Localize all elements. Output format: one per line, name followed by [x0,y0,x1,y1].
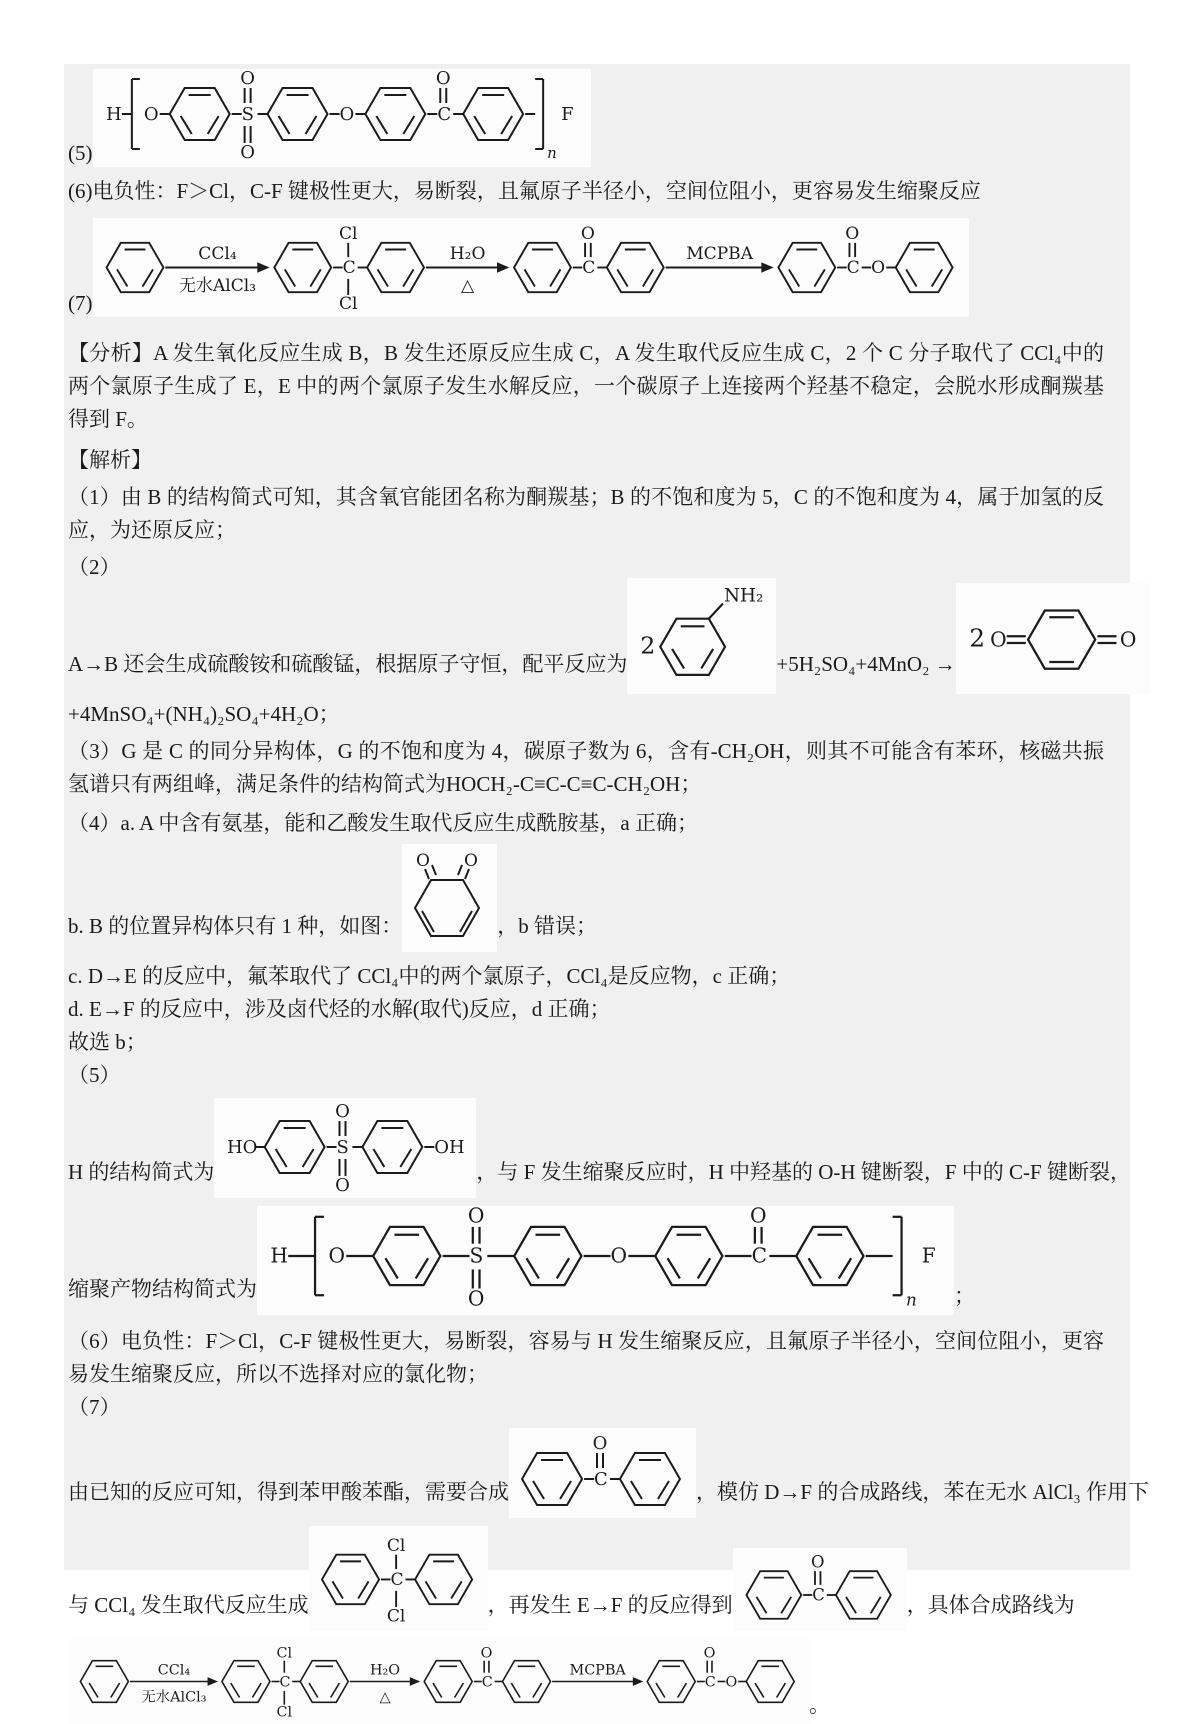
answer-7b-prefix: 与 CCl₄ 发生取代反应生成 [68,1593,309,1617]
answer-4b-row [68,844,1104,952]
answer-3-paragraph: （3）G 是 C 的同分异构体，G 的不饱和度为 4，碳原子数为 6，含有-CH₂OH，则其不可能含有苯环，核磁共振氢谱只有两组峰，满足条件的结构简式为HOCH₂-C≡C-C≡C-CH₂OH； [68,739,1104,796]
polymer-structure-svg [103,68,581,163]
svg-text:C: C [704,1674,716,1691]
benzophenone-svg [519,1432,686,1514]
svg-text:O: O [467,1203,485,1228]
svg-text:O: O [580,224,595,245]
answer-7b-middle: ，再发生 E→F 的反应得到 [487,1593,733,1617]
answer-7b-suffix: ，具体合成路线为 [906,1593,1075,1617]
svg-text:S: S [241,103,254,125]
svg-text:NH₂: NH₂ [724,585,764,607]
svg-text:O: O [435,68,451,90]
reaction-scheme-bottom-image [68,1639,809,1724]
bisphenol-s-svg [224,1102,466,1194]
analysis-paragraph: 【分析】A 发生氧化反应生成 B，B 发生还原反应生成 C，A 发生取代反应生成 C，2 个 C 分子取代了 CCl₄中的两个氯原子生成了 E，E 中的两个氯原子发生水解反应，一个碳原子上连接两个羟基不稳定，会脱水形成酮羰基得到 F。 [68,341,1104,431]
benzoquinone-structure-svg [966,587,1141,690]
answer-4d-line: d. E→F 的反应中，涉及卤代烃的水解(取代)反应，d 正确； [68,997,611,1021]
svg-text:Cl: Cl [276,1645,293,1662]
svg-text:Cl: Cl [338,224,357,245]
svg-text:O: O [467,1286,485,1311]
svg-text:△: △ [379,1689,391,1706]
svg-text:无水AlCl₃: 无水AlCl₃ [141,1689,207,1706]
answer-4c-line: c. D→E 的反应中，氟苯取代了 CCl₄中的两个氯原子，CCl₄是反应物，c 正确； [68,964,791,988]
svg-text:C: C [846,258,860,279]
svg-text:C: C [811,1585,825,1605]
answer-5-product-suffix: ； [954,1284,975,1308]
svg-text:O: O [725,1674,738,1691]
item-5-label: (5) [68,141,93,165]
svg-text:S: S [469,1243,484,1268]
svg-text:F: F [560,103,574,125]
line-6-top: (6)电负性：F＞Cl，C-F 键极性更大，易断裂，且氟原子半径小，空间位阻小，更容易发生缩聚反应 [68,179,981,203]
svg-text:O: O [610,1243,628,1268]
equation-middle: +5H₂SO₄+4MnO₂ → [776,652,956,676]
svg-text:C: C [279,1674,291,1691]
benzophenone-svg-2 [743,1552,897,1627]
svg-text:H₂O: H₂O [449,243,485,264]
svg-text:CCl₄: CCl₄ [197,243,237,264]
svg-text:O: O [1119,627,1137,652]
svg-text:H₂O: H₂O [369,1662,401,1679]
answer-7a-row [68,1428,1150,1518]
equation-row [68,578,1137,694]
final-period: 。 [809,1693,830,1717]
bisphenol-s-structure-image [214,1098,476,1198]
answer-4b-suffix: ，b 错误； [497,914,598,938]
svg-text:2: 2 [969,623,985,653]
polymer-structure-top-image [93,69,591,167]
ortho-benzoquinone-svg [412,848,487,948]
answer-7a-suffix: ，模仿 D→F 的合成路线，苯在无水 AlCl₃ 作用下 [696,1480,1150,1504]
svg-text:O: O [749,1203,767,1228]
answer-7-label: （7） [68,1395,121,1419]
svg-text:O: O [464,851,479,871]
answer-5-product-row [68,1203,1104,1315]
svg-text:O: O [339,103,354,125]
svg-text:O: O [239,68,255,90]
answer-5-label: （5） [68,1063,121,1087]
svg-text:S: S [336,1136,350,1158]
svg-text:C: C [594,1469,608,1490]
svg-text:Cl: Cl [338,294,357,315]
svg-text:O: O [416,851,431,871]
reaction-scheme-top-image [93,218,969,317]
svg-text:无水AlCl₃: 无水AlCl₃ [178,276,256,297]
polymer-product-svg [267,1203,944,1311]
ortho-benzoquinone-structure-image [402,844,497,952]
benzophenone-structure-image-2 [733,1548,907,1631]
svg-text:O: O [870,258,885,279]
equation-prefix: A→B 还会生成硫酸铵和硫酸锰，根据原子守恒，配平反应为 [68,652,628,676]
answer-4a-line: （4）a. A 中含有氨基，能和乙酸发生取代反应生成酰胺基，a 正确； [68,811,698,835]
section-7-top [68,218,1104,317]
svg-text:O: O [810,1552,825,1572]
svg-text:n: n [906,1289,917,1310]
answer-1-paragraph: （1）由 B 的结构简式可知，其含氧官能团名称为酮羰基；B 的不饱和度为 5，C 的不饱和度为 4，属于加氢的反应，为还原反应； [68,485,1104,542]
answer-6-paragraph: （6）电负性：F＞Cl，C-F 键极性更大，易断裂，容易与 H 发生缩聚反应，且氟原子半径小，空间位阻小，更容易发生缩聚反应，所以不选择对应的氯化物； [68,1329,1104,1386]
svg-text:C: C [581,258,595,279]
svg-text:2: 2 [640,631,656,660]
answer-5-product-prefix: 缩聚产物结构简式为 [68,1277,257,1301]
svg-text:O: O [335,1101,351,1123]
answer-7a-prefix: 由已知的反应可知，得到苯甲酸苯酯，需要合成 [68,1480,509,1504]
svg-text:Cl: Cl [386,1606,406,1627]
svg-text:O: O [989,627,1007,652]
svg-text:O: O [335,1174,351,1196]
answer-5-h-prefix: H 的结构简式为 [68,1160,215,1184]
svg-text:C: C [342,258,356,279]
svg-text:F: F [921,1243,936,1268]
svg-text:MCPBA: MCPBA [685,243,753,264]
svg-text:O: O [328,1243,346,1268]
svg-text:HO: HO [227,1136,258,1158]
svg-text:C: C [436,103,451,125]
svg-text:O: O [844,224,859,245]
final-scheme-row [68,1639,1104,1724]
section-5-top [68,69,1104,167]
svg-text:H: H [105,103,122,125]
svg-text:n: n [546,143,557,162]
svg-text:O: O [592,1433,608,1454]
jiexi-heading: 【解析】 [68,448,152,472]
polymer-product-structure-image [257,1203,954,1315]
equation-line-2: +4MnSO₄+(NH₄)₂SO₄+4H₂O； [68,702,340,726]
answer-5-h-suffix: ，与 F 发生缩聚反应时，H 中羟基的 O-H 键断裂，F 中的 C-F 键断裂， [476,1160,1131,1184]
reaction-scheme-svg [103,222,959,313]
item-7-label: (7) [68,291,93,315]
answer-5-h-row [68,1098,1131,1198]
benzoquinone-structure-image [956,583,1151,694]
answer-4b-prefix: b. B 的位置异构体只有 1 种，如图： [68,914,403,938]
svg-text:OH: OH [434,1136,466,1158]
svg-text:O: O [703,1645,716,1662]
benzophenone-structure-image [509,1428,696,1518]
svg-text:Cl: Cl [276,1704,293,1721]
svg-text:Cl: Cl [386,1535,406,1556]
answer-2-label: （2） [68,555,121,579]
answer-7b-row [68,1526,1104,1631]
svg-text:C: C [751,1243,768,1268]
svg-text:H: H [270,1243,288,1268]
svg-text:CCl₄: CCl₄ [157,1662,191,1679]
svg-text:MCPBA: MCPBA [569,1662,626,1679]
svg-text:O: O [239,141,255,163]
svg-text:C: C [481,1674,493,1691]
svg-text:O: O [480,1645,493,1662]
dichlorodiphenylmethane-structure-image [309,1526,488,1631]
aniline-structure-image [627,578,776,694]
content-area [64,64,1150,1721]
answer-4-choice: 故选 b； [68,1030,147,1054]
svg-text:C: C [390,1570,404,1591]
reaction-scheme-bottom-svg [78,1643,799,1720]
aniline-structure-svg [637,582,766,690]
svg-text:O: O [143,103,159,125]
svg-text:△: △ [460,276,474,297]
dichlorodiphenylmethane-svg [319,1530,478,1627]
